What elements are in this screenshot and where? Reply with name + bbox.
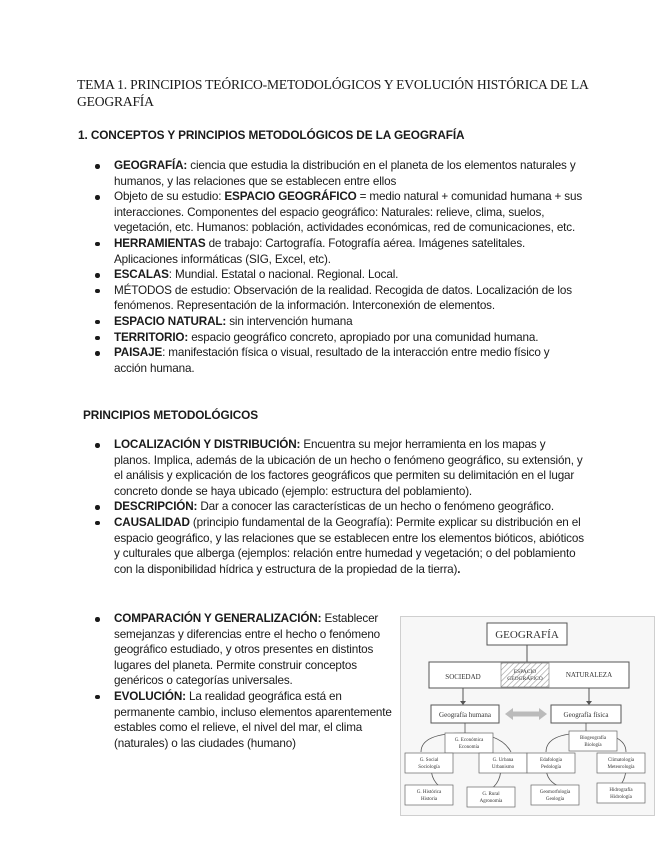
- item-text: La realidad geográfica está en permanente cambio, incluso elementos aparentemente estables como el relieve, el nivel del mar, el clima (naturales) o las ciudades (humano): [114, 689, 392, 750]
- geography-diagram: [400, 616, 655, 816]
- item-term: TERRITORIO:: [114, 330, 189, 344]
- list-item: [90, 330, 585, 346]
- human-branch-label: G. Social: [419, 758, 439, 763]
- list-item: [90, 611, 393, 689]
- human-branch-box: [479, 753, 527, 773]
- item-term: ESCALAS: [114, 268, 169, 282]
- human-branch-label: Agronomía: [479, 799, 503, 804]
- human-branch-label: Urbanismo: [491, 765, 515, 770]
- physical-branch-box: [569, 731, 617, 751]
- naturaleza-label: NATURALEZA: [565, 671, 613, 679]
- bullet-icon: [95, 242, 100, 247]
- item-text: (principio fundamental de la Geografía): Permite explicar su distribución en el espacio geográfico, y las relaciones que se establecen entre los elementos bióticos, abióticos y culturales que alberga (ejemplos: relación entre humedad y vegetación; o del poblamiento con la disponibilidad hídrica y estructura de la propiedad de la tierra): [114, 515, 584, 576]
- human-branch-label: G. Urbana: [492, 758, 514, 763]
- list-item: [90, 236, 585, 267]
- physical-branch-box: [531, 785, 579, 805]
- human-branch-label: G. Rural: [482, 792, 500, 797]
- bullet-icon: [95, 195, 100, 200]
- human-branch-box: [405, 753, 453, 773]
- list-item: [90, 689, 393, 751]
- item-text: MÉTODOS de estudio: Observación de la realidad. Recogida de datos. Localización de los fenómenos. Representación de la información. Interconexión de elementos.: [114, 283, 572, 313]
- item-term: COMPARACIÓN Y GENERALIZACIÓN:: [114, 612, 322, 625]
- bullet-icon: [95, 443, 100, 448]
- physical-branch-label: Biología: [584, 743, 602, 748]
- bullet-icon: [95, 320, 100, 325]
- item-text: Establecer semejanzas y diferencias entre el hecho o fenómeno geográfico estudiado, y otros presentes en distintos lugares del planeta. Permite construir conceptos genéricos o categorías universales.: [114, 612, 381, 688]
- geografia-humana-label: Geografía humana: [439, 711, 491, 719]
- concepts-list: [90, 158, 585, 376]
- human-branch-label: Economía: [458, 745, 480, 750]
- item-lead-text: Objeto de su estudio:: [114, 190, 225, 204]
- bullet-icon: [95, 695, 100, 700]
- list-item: [90, 314, 585, 330]
- geografia-fisica-label: Geografía física: [563, 711, 609, 719]
- physical-branch-label: Hidrología: [610, 795, 632, 800]
- bullet-icon: [95, 273, 100, 278]
- espacio-label-2: GEOGRÁFICO: [507, 676, 543, 682]
- espacio-geografico-box: [501, 663, 549, 687]
- bullet-icon: [95, 617, 100, 622]
- item-tail: .: [457, 562, 461, 576]
- bullet-icon: [95, 164, 100, 169]
- section-heading-conceptos: 1. CONCEPTOS Y PRINCIPIOS METODOLÓGICOS DE LA GEOGRAFÍA: [78, 128, 465, 142]
- bullet-icon: [95, 289, 100, 294]
- human-branch-label: Historia: [420, 797, 438, 802]
- list-item: [90, 189, 585, 236]
- bullet-icon: [95, 505, 100, 510]
- human-branch-box: [445, 733, 493, 753]
- physical-branch-label: Biogeografía: [579, 736, 607, 741]
- sociedad-label: SOCIEDAD: [445, 673, 481, 681]
- item-text: : manifestación física o visual, resultado de la interacción entre medio físico y acción humana.: [114, 346, 550, 375]
- physical-branch-box: [597, 753, 645, 773]
- list-item: [90, 515, 585, 577]
- human-branch-label: G. Económica: [454, 738, 484, 743]
- human-branch-label: G. Histórica: [416, 790, 442, 795]
- item-term: EVOLUCIÓN:: [114, 689, 186, 703]
- item-text: Dar a conocer las características de un hecho o fenómeno geográfico.: [197, 500, 554, 514]
- list-item: [90, 283, 585, 314]
- item-term: DESCRIPCIÓN:: [114, 500, 198, 514]
- bullet-icon: [95, 336, 100, 341]
- geografia-label: GEOGRAFÍA: [495, 629, 559, 641]
- item-text: : Mundial. Estatal o nacional. Regional. Local.: [168, 268, 399, 282]
- bullet-icon: [95, 521, 100, 526]
- item-term: PAISAJE: [114, 346, 163, 360]
- human-branch-box: [467, 787, 515, 807]
- principles-list-continued: [90, 611, 393, 751]
- physical-branch-label: Geomorfología: [539, 790, 571, 795]
- list-item: [90, 499, 585, 515]
- physical-branch-label: Climatología: [607, 758, 635, 763]
- physical-branch-box: [597, 783, 645, 803]
- section-heading-principios: PRINCIPIOS METODOLÓGICOS: [83, 408, 259, 422]
- list-item: [90, 345, 585, 376]
- item-term: LOCALIZACIÓN Y DISTRIBUCIÓN:: [114, 438, 301, 451]
- espacio-label-1: ESPACIO: [513, 669, 537, 675]
- list-item: [90, 158, 585, 189]
- physical-branch-label: Hidrografía: [609, 788, 633, 793]
- item-term: ESPACIO NATURAL:: [114, 314, 227, 328]
- item-text: Encuentra su mejor herramienta en los mapas y planos. Implica, además de la ubicación de un hecho o fenómeno geográfico, su extensión, y el análisis y explicación de los factores geográficos que permiten su delimitación en el lugar concreto donde se haya ubicado (ejemplo: estructura del poblamiento).: [114, 438, 583, 498]
- item-text: = medio natural + comunidad humana + sus interacciones. Componentes del espacio geográfico: Naturales: relieve, clima, suelos, vegetación, etc. Humanos: población, actividades económicas, red de comunicaciones, etc.: [114, 190, 583, 235]
- item-text: espacio geográfico concreto, apropiado por una comunidad humana.: [188, 330, 539, 344]
- item-term: CAUSALIDAD: [114, 515, 190, 529]
- physical-branch-label: Geología: [545, 797, 565, 802]
- item-term: GEOGRAFÍA:: [114, 159, 188, 172]
- physical-branch-box: [527, 753, 575, 773]
- list-item: [90, 267, 585, 283]
- physical-branch-label: Edafología: [540, 758, 562, 763]
- item-text: ciencia que estudia la distribución en el planeta de los elementos naturales y humanos, y las relaciones que se establecen entre ellos: [114, 159, 576, 188]
- item-term: HERRAMIENTAS: [114, 236, 206, 250]
- item-text: sin intervención humana: [226, 314, 353, 328]
- item-term: ESPACIO GEOGRÁFICO: [224, 190, 357, 204]
- document-title: TEMA 1. PRINCIPIOS TEÓRICO-METODOLÓGICOS Y EVOLUCIÓN HISTÓRICA DE LA GEOGRAFÍA: [77, 77, 588, 109]
- human-branch-box: [405, 785, 453, 805]
- principles-list: [90, 437, 585, 577]
- human-branch-label: Sociología: [418, 765, 440, 770]
- item-text: de trabajo: Cartografía. Fotografía aérea. Imágenes satelitales. Aplicaciones informáticas (SIG, Excel, etc).: [114, 236, 526, 266]
- physical-branch-label: Pedología: [541, 765, 561, 770]
- geography-diagram-svg: [401, 617, 655, 817]
- list-item: [90, 437, 585, 499]
- bullet-icon: [95, 351, 100, 356]
- physical-branch-label: Meteorología: [607, 765, 635, 770]
